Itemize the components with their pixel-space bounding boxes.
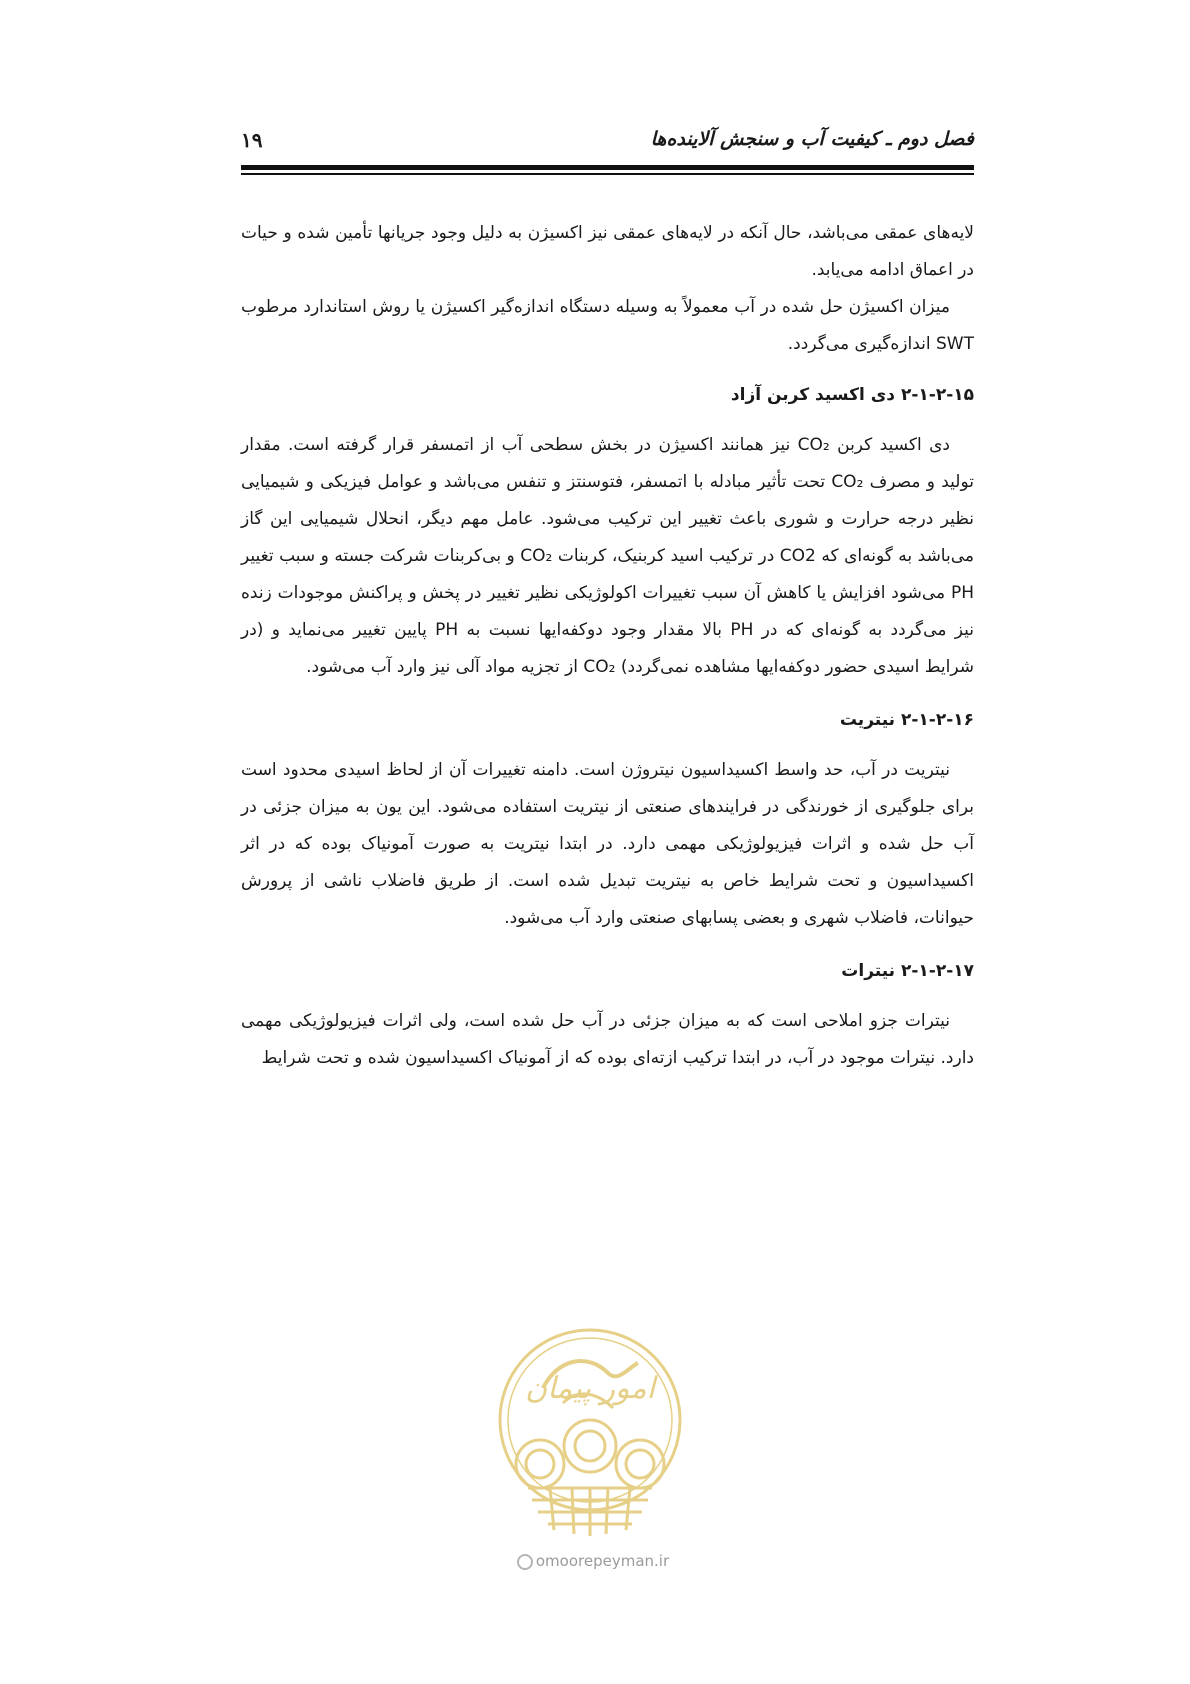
paragraph-nitrate: نیترات جزو املاحی است که به میزان جزئی در آب حل شده است، ولی اثرات فیزیولوژیکی مهمی دارد. نیترات موجود در آب، در ابتدا ترکیب ازته‌ای بوده که از آمونیاک اکسیداسیون شده و تحت شرایط — [241, 1011, 974, 1068]
section-heading-nitrite: ۲-۱-۲-۱۶ نیتریت — [839, 710, 974, 730]
logo-text: امور پیمان — [525, 1371, 655, 1406]
globe-icon — [517, 1554, 533, 1570]
watermark-logo — [488, 1318, 692, 1546]
header-rule-thin — [241, 173, 974, 175]
section-heading-nitrate: ۲-۱-۲-۱۷ نیترات — [841, 961, 974, 981]
header-rule-thick — [241, 165, 974, 170]
website-text: omoorepeyman.ir — [535, 1552, 670, 1570]
chapter-title: فصل دوم ـ کیفیت آب و سنجش آلاینده‌ها — [650, 128, 974, 150]
paragraph-dissolved-oxygen: میزان اکسیژن حل شده در آب معمولاً به وسیله دستگاه اندازه‌گیر اکسیژن یا روش استاندارد مرطوب SWT اندازه‌گیری می‌گردد. — [241, 297, 974, 354]
body-text — [241, 215, 974, 1077]
paragraph-nitrite: نیتریت در آب، حد واسط اکسیداسیون نیتروژن است. دامنه تغییرات آن از لحاظ اسیدی محدود است برای جلوگیری از خورندگی در فرایندهای صنعتی از نیتریت استفاده می‌شود. این یون به میزان جزئی در آب حل شده و اثرات فیزیولوژیکی مهمی دارد. در ابتدا نیتریت به صورت آمونیاک بوده که در اثر اکسیداسیون و تحت شرایط خاص به نیتریت تبدیل شده است. از طریق فاضلاب ناشی از پرورش حیوانات، فاضلاب شهری و بعضی پسابهای صنعتی وارد آب می‌شود. — [241, 760, 974, 928]
watermark-website — [463, 1552, 723, 1570]
running-header — [241, 128, 974, 158]
paragraph-co2: دی اکسید کربن CO₂ نیز همانند اکسیژن در بخش سطحی آب از اتمسفر قرار گرفته است. مقدار تولید و مصرف CO₂ تحت تأثیر مبادله با اتمسفر، فتوسنتز و تنفس می‌باشد و عوامل فیزیکی و شیمیایی نظیر درجه حرارت و شوری باعث تغییر این ترکیب می‌شود. عامل مهم دیگر، انحلال شیمیایی این گاز می‌باشد به گونه‌ای که CO2 در ترکیب اسید کربنیک، کربنات CO₂ و بی‌کربنات شرکت جسته و سبب تغییر PH می‌شود افزایش یا کاهش آن سبب تغییرات اکولوژیکی نظیر تغییر در پخش و پراکنش موجودات زنده نیز می‌گردد به گونه‌ای که در PH بالا مقدار وجود دوکفه‌ایها نسبت به PH پایین تغییر می‌نماید و (در شرایط اسیدی حضور دوکفه‌ایها مشاهده نمی‌گردد) CO₂ از تجزیه مواد آلی نیز وارد آب می‌شود. — [241, 435, 974, 677]
paragraph-deep-layers: لایه‌های عمقی می‌باشد، حال آنکه در لایه‌های عمقی نیز اکسیژن به دلیل وجود جریانها تأمین شده و حیات در اعماق ادامه می‌یابد. — [241, 223, 974, 280]
page-number: ۱۹ — [241, 128, 263, 152]
section-heading-free-co2: ۲-۱-۲-۱۵ دی اکسید کربن آزاد — [730, 385, 974, 405]
